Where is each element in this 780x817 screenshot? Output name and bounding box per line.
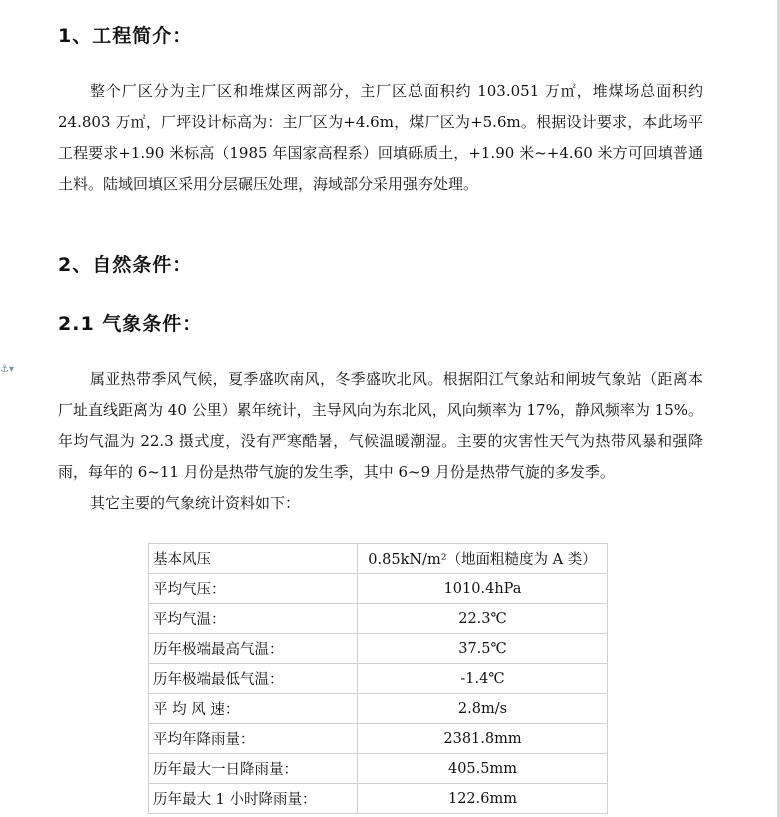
section-2-1-paragraph: 属亚热带季风气候，夏季盛吹南风，冬季盛吹北风。根据阳江气象站和闸坡气象站（距离本厂址直线距离为 40 公里）累年统计，主导风向为东北风，风向频率为 17%，静风频率为 15%。年均气温为 22.3 摄式度，没有严寒酷暑，气候温暖潮湿。主要的灾害性天气为热带风暴和强降雨，每年的 6~11 月份是热带气旋的发生季，其中 6~9 月份是热带气旋的多发季。 [58, 370, 703, 481]
stat-label: 历年极端最高气温： [149, 634, 358, 664]
stat-value: -1.4℃ [358, 664, 608, 694]
table-row [149, 754, 608, 784]
table-intro: 其它主要的气象统计资料如下： [90, 494, 301, 512]
stat-value: 405.5mm [358, 754, 608, 784]
stat-label: 平均气压： [149, 574, 358, 604]
table-row [149, 694, 608, 724]
table-row [149, 634, 608, 664]
stat-value: 0.85kN/m²（地面粗糙度为 A 类） [358, 544, 608, 574]
stat-value: 2381.8mm [358, 724, 608, 754]
stat-value: 2.8m/s [358, 694, 608, 724]
stat-label: 历年极端最低气温： [149, 664, 358, 694]
section-2-1-heading: 2.1 气象条件： [58, 313, 203, 335]
section-2-heading: 2、自然条件： [58, 254, 193, 276]
table-row [149, 724, 608, 754]
stat-label: 平 均 风 速： [149, 694, 358, 724]
table-row [149, 784, 608, 814]
stat-value: 1010.4hPa [358, 574, 608, 604]
anchor-icon: ⚓▾ [0, 364, 14, 375]
table-row [149, 604, 608, 634]
table-row [149, 544, 608, 574]
weather-stats-table [148, 543, 608, 814]
stat-value: 122.6mm [358, 784, 608, 814]
stat-value: 22.3℃ [358, 604, 608, 634]
stat-label: 历年最大 1 小时降雨量： [149, 784, 358, 814]
section-1-heading: 1、工程简介： [58, 25, 193, 47]
stat-label: 平均年降雨量： [149, 724, 358, 754]
table-row [149, 664, 608, 694]
table-row [149, 574, 608, 604]
stat-label: 平均气温： [149, 604, 358, 634]
stat-value: 37.5℃ [358, 634, 608, 664]
section-1-paragraph: 整个厂区分为主厂区和堆煤区两部分，主厂区总面积约 103.051 万㎡，堆煤场总面积约 24.803 万㎡，厂坪设计标高为：主厂区为+4.6m，煤厂区为+5.6m。根据设计要求，本此场平工程要求+1.90 米标高（1985 年国家高程系）回填砾质土，+1.90 米~+4.60 米方可回填普通土料。陆域回填区采用分层碾压处理，海域部分采用强夯处理。 [58, 82, 703, 193]
stat-label: 历年最大一日降雨量： [149, 754, 358, 784]
stat-label: 基本风压 [149, 544, 358, 574]
